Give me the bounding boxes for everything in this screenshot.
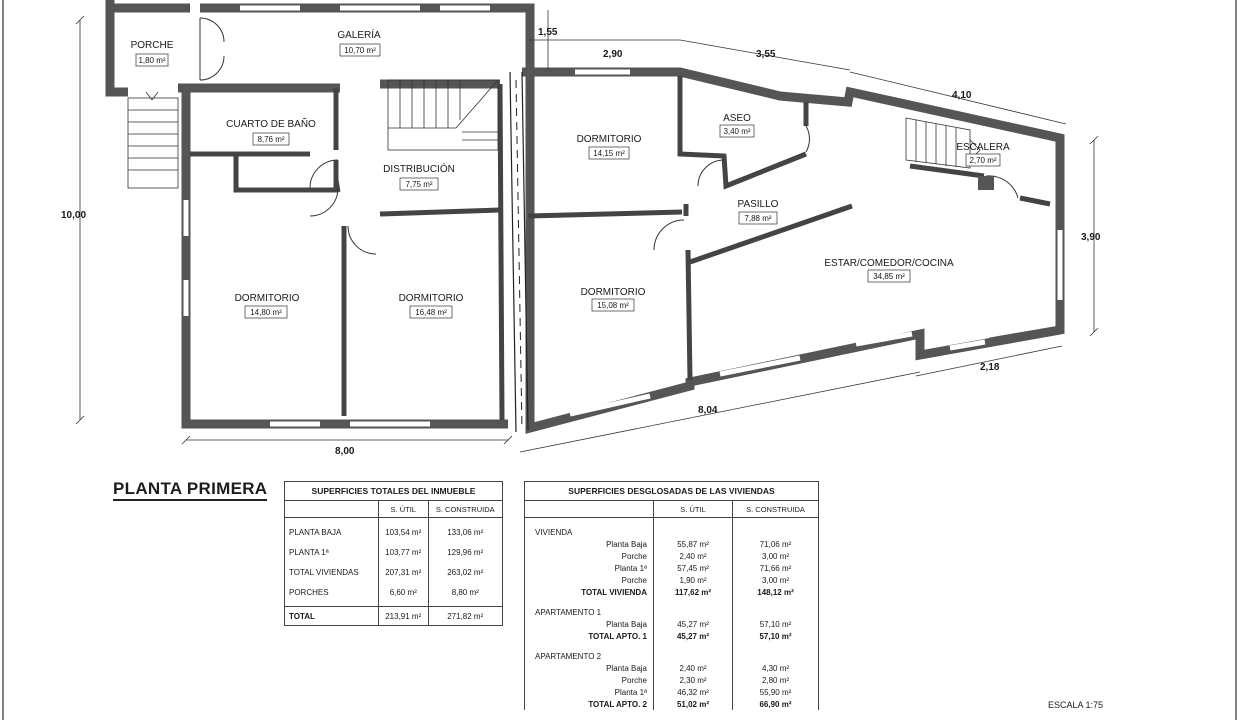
table-row: Porche 2,30 m² 2,80 m² xyxy=(525,674,819,686)
room-name-dorm3: DORMITORIO xyxy=(576,134,642,145)
table-totales-title: SUPERFICIES TOTALES DEL INMUEBLE xyxy=(285,482,503,501)
dim-8-00: 8,00 xyxy=(335,446,355,457)
table-row: TOTAL VIVIENDAS 207,31 m² 263,02 m² xyxy=(285,566,503,578)
room-name-bano: CUARTO DE BAÑO xyxy=(226,119,316,130)
table-totales-columns xyxy=(285,501,503,518)
dim-2-18: 2,18 xyxy=(980,362,1000,373)
table-row: Planta Baja 45,27 m² 57,10 m² xyxy=(525,618,819,630)
room-name-aseo: ASEO xyxy=(723,113,751,124)
room-name-estar: ESTAR/COMEDOR/COCINA xyxy=(824,258,954,269)
table-row: PLANTA 1ª 103,77 m² 129,96 m² xyxy=(285,546,503,558)
table-row: PLANTA BAJA 103,54 m² 133,06 m² xyxy=(285,526,503,538)
dim-4-10: 4,10 xyxy=(952,90,972,101)
col-util: S. ÚTIL xyxy=(654,501,733,518)
table-totales xyxy=(284,481,503,626)
room-name-distribucion: DISTRIBUCIÓN xyxy=(383,164,455,175)
col-util: S. ÚTIL xyxy=(379,501,429,518)
room-area-aseo: 3,40 m² xyxy=(723,127,751,136)
scale-label: ESCALA 1:75 xyxy=(1048,700,1104,710)
dim-10-00: 10,00 xyxy=(61,210,87,221)
table-row: PORCHES 6,60 m² 8,80 m² xyxy=(285,586,503,598)
dim-3-90: 3,90 xyxy=(1081,232,1101,243)
room-area-dorm2: 16,48 m² xyxy=(415,308,447,317)
plan-title: PLANTA PRIMERA xyxy=(113,480,267,501)
col-construida: S. CONSTRUIDA xyxy=(733,501,819,518)
walls xyxy=(110,0,1060,432)
section-heading: APARTAMENTO 2 xyxy=(525,650,819,662)
dim-2-90: 2,90 xyxy=(603,49,623,60)
dim-8-04: 8,04 xyxy=(698,405,718,416)
table-totales-header xyxy=(285,482,503,501)
room-area-estar: 34,85 m² xyxy=(873,272,905,281)
table-row: Porche 1,90 m² 3,00 m² xyxy=(525,574,819,586)
section-heading: VIVIENDA xyxy=(525,526,819,538)
room-name-dorm1: DORMITORIO xyxy=(234,293,300,304)
table-row: Planta Baja 2,40 m² 4,30 m² xyxy=(525,662,819,674)
table-desglose-title: SUPERFICIES DESGLOSADAS DE LAS VIVIENDAS xyxy=(525,482,819,501)
table-row: Planta 1ª 57,45 m² 71,66 m² xyxy=(525,562,819,574)
table-total-row: TOTAL APTO. 2 51,02 m² 66,90 m² xyxy=(525,698,819,710)
room-area-pasillo: 7,88 m² xyxy=(744,214,772,223)
table-row: Porche 2,40 m² 3,00 m² xyxy=(525,550,819,562)
table-total-row: TOTAL APTO. 1 45,27 m² 57,10 m² xyxy=(525,630,819,642)
table-row: Planta 1ª 46,32 m² 55,90 m² xyxy=(525,686,819,698)
room-area-distribucion: 7,75 m² xyxy=(405,180,433,189)
room-name-galeria: GALERÍA xyxy=(337,30,381,41)
table-desglose xyxy=(524,481,819,710)
dim-3-55: 3,55 xyxy=(756,49,776,60)
room-area-porche: 1,80 m² xyxy=(138,56,166,65)
section-heading: APARTAMENTO 1 xyxy=(525,606,819,618)
room-area-bano: 8,76 m² xyxy=(257,135,285,144)
room-area-escalera: 2,70 m² xyxy=(969,156,997,165)
table-row: Planta Baja 55,87 m² 71,06 m² xyxy=(525,538,819,550)
room-name-dorm2: DORMITORIO xyxy=(398,293,464,304)
room-area-galeria: 10,70 m² xyxy=(344,46,376,55)
room-area-dorm3: 14,15 m² xyxy=(593,149,625,158)
col-construida: S. CONSTRUIDA xyxy=(428,501,503,518)
room-name-pasillo: PASILLO xyxy=(737,199,779,210)
room-name-porche: PORCHE xyxy=(130,40,174,51)
table-total-row: TOTAL 213,91 m² 271,82 m² xyxy=(285,607,503,626)
room-name-dorm4: DORMITORIO xyxy=(580,287,646,298)
table-total-row: TOTAL VIVIENDA 117,62 m² 148,12 m² xyxy=(525,586,819,598)
room-name-escalera: ESCALERA xyxy=(956,142,1010,153)
table-desglose-header xyxy=(525,482,819,501)
table-desglose-columns xyxy=(525,501,819,518)
dim-1-55: 1,55 xyxy=(538,27,558,38)
room-area-dorm1: 14,80 m² xyxy=(250,308,282,317)
room-area-dorm4: 15,08 m² xyxy=(597,301,629,310)
